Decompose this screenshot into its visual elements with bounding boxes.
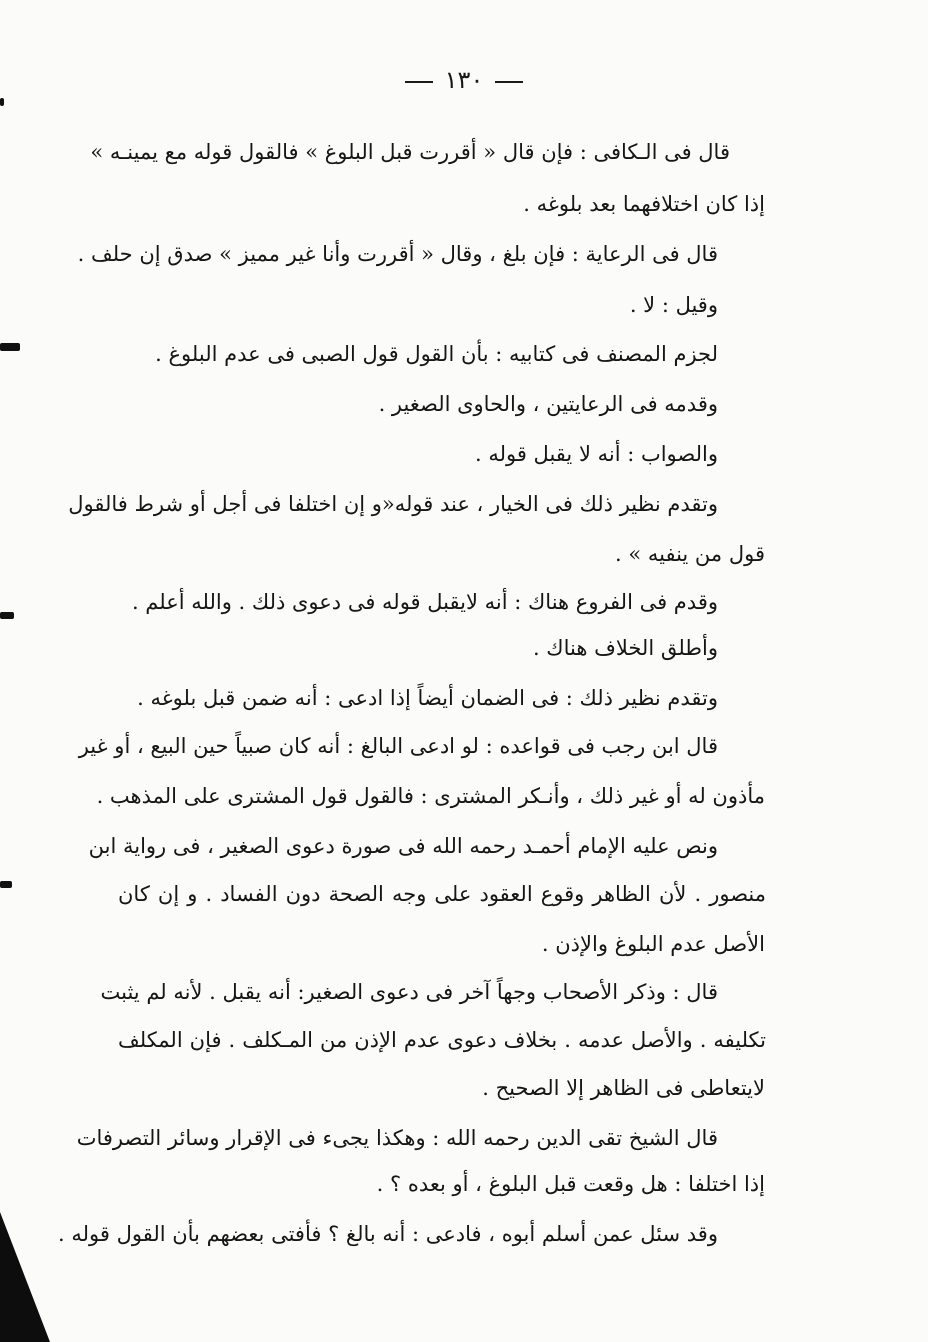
text-line: والصواب : أنه لا يقبل قوله . [474, 442, 718, 466]
header-dash-right [405, 81, 433, 83]
header-dash-left [495, 81, 523, 83]
text-line: قول من ينفيه » . [614, 542, 765, 566]
text-line: وقدم فى الفروع هناك : أنه لايقبل قوله فى دعوى ذلك . والله أعلم . [131, 590, 718, 614]
text-line: قال فى الـكافى : فإن قال « أقررت قبل البلوغ » فالقول قوله مع يمينـه » [90, 140, 730, 164]
text-line: وأطلق الخلاف هناك . [532, 636, 718, 660]
scan-edge-mark [0, 343, 20, 351]
scan-shadow-corner [0, 1212, 50, 1342]
text-line: منصور . لأن الظاهر وقوع العقود على وجه الصحة دون الفساد . و إن كان [118, 882, 766, 906]
scan-edge-mark [0, 881, 12, 888]
text-line: قال : وذكر الأصحاب وجهاً آخر فى دعوى الصغير: أنه يقبل . لأنه لم يثبت [100, 980, 718, 1004]
page-number: ١٣٠ [444, 66, 484, 94]
page-number-header [0, 66, 928, 94]
text-line: مأذون له أو غير ذلك ، وأنـكر المشترى : فالقول قول المشترى على المذهب . [96, 784, 765, 808]
text-line: قال الشيخ تقى الدين رحمه الله : وهكذا يجىء فى الإقرار وسائر التصرفات [76, 1126, 718, 1150]
text-line: إذا كان اختلافهما بعد بلوغه . [523, 192, 765, 216]
text-line: وتقدم نظير ذلك فى الخيار ، عند قوله«و إن اختلفا فى أجل أو شرط فالقول [68, 492, 718, 516]
text-line: وقدمه فى الرعايتين ، والحاوى الصغير . [378, 392, 718, 416]
text-line: قال فى الرعاية : فإن بلغ ، وقال « أقررت وأنا غير مميز » صدق إن حلف . [77, 242, 718, 266]
text-line: وقيل : لا . [629, 293, 718, 317]
text-line: ونص عليه الإمام أحمـد رحمه الله فى صورة دعوى الصغير ، فى رواية ابن [88, 834, 718, 858]
text-line: الأصل عدم البلوغ والإذن . [541, 932, 765, 956]
text-line: قال ابن رجب فى قواعده : لو ادعى البالغ : أنه كان صبياً حين البيع ، أو غير [78, 734, 718, 758]
scan-edge-mark [0, 98, 4, 106]
text-line: وقد سئل عمن أسلم أبوه ، فادعى : أنه بالغ ؟ فأفتى بعضهم بأن القول قوله . [58, 1222, 718, 1246]
text-line: لايتعاطى فى الظاهر إلا الصحيح . [482, 1076, 765, 1100]
scan-edge-mark [0, 612, 14, 619]
text-line: إذا اختلفا : هل وقعت قبل البلوغ ، أو بعده ؟ . [376, 1172, 765, 1196]
text-line: وتقدم نظير ذلك : فى الضمان أيضاً إذا ادعى : أنه ضمن قبل بلوغه . [137, 686, 718, 710]
text-line: لجزم المصنف فى كتابيه : بأن القول قول الصبى فى عدم البلوغ . [155, 342, 718, 366]
text-line: تكليفه . والأصل عدمه . بخلاف دعوى عدم الإذن من المـكلف . فإن المكلف [118, 1028, 766, 1052]
